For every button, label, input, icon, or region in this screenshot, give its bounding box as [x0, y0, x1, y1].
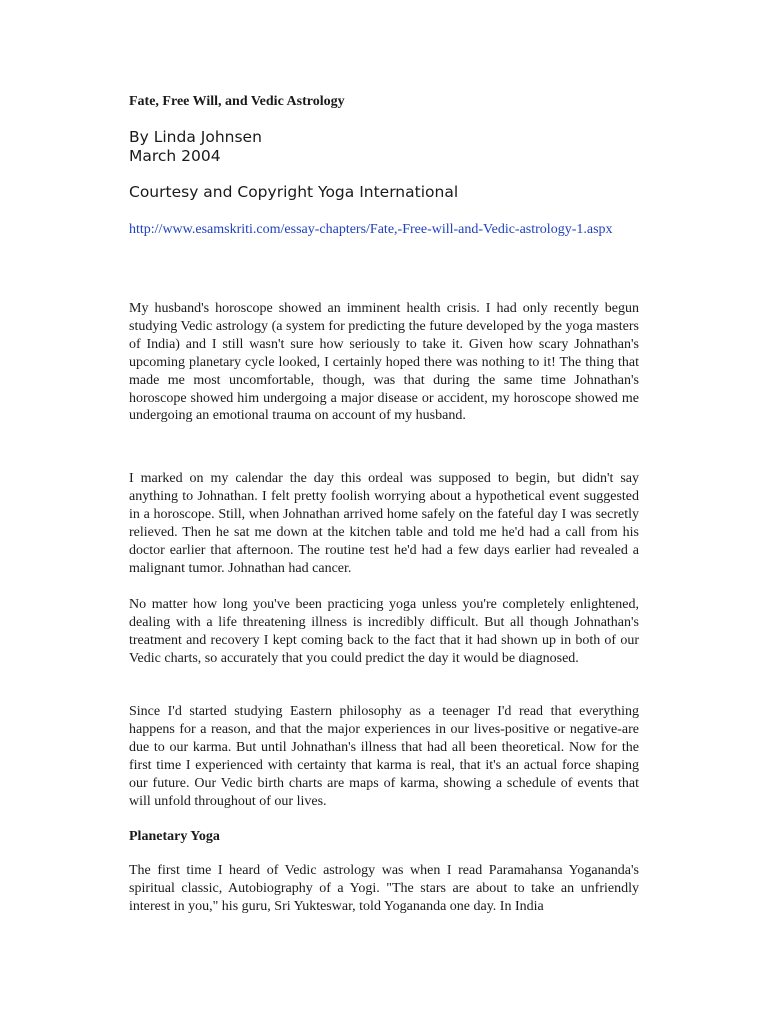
section-paragraph: The first time I heard of Vedic astrology was when I read Paramahansa Yogananda's spiritual classic, Autobiography of a Yogi. "The stars are about to take an unfriendly interest in you," his guru, Sri Yukteswar, told Yogananda one day. In India — [129, 863, 639, 914]
paragraph-1: My husband's horoscope showed an imminent health crisis. I had only recently begun studying Vedic astrology (a system for predicting the future developed by the yoga masters of India) and I still wasn't sure how seriously to take it. Given how scary Johnathan's upcoming planetary cycle looked, I certainly hoped there was nothing to it! The thing that made me most uncomfortable, though, was that during the same time Johnathan's horoscope showed him undergoing a major disease or accident, my horoscope showed me undergoing an emotional trauma on account of my husband. — [129, 301, 639, 424]
section-heading: Planetary Yoga — [129, 829, 220, 844]
paragraph-4: Since I'd started studying Eastern philosophy as a teenager I'd read that everything happens for a reason, and that the major experiences in our lives-positive or negative-are due to our karma. But until Johnathan's illness that had all been theoretical. Now for the first time I experienced with certainty that karma is real, that it's an actual force shaping our future. Our Vedic birth charts are maps of karma, showing a schedule of events that will unfold throughout of our lives. — [129, 704, 639, 809]
date-line: March 2004 — [129, 147, 221, 165]
document-title: Fate, Free Will, and Vedic Astrology — [129, 94, 345, 109]
paragraph-3: No matter how long you've been practicing yoga unless you're completely enlightened, dealing with a life threatening illness is incredibly difficult. But all though Johnathan's treatment and recovery I kept coming back to the fact that it had shown up in both of our Vedic charts, so accurately that you could predict the day it would be diagnosed. — [129, 597, 639, 666]
courtesy-line: Courtesy and Copyright Yoga International — [129, 183, 459, 201]
author-line: By Linda Johnsen — [129, 128, 262, 146]
paragraph-2: I marked on my calendar the day this ordeal was supposed to begin, but didn't say anything to Johnathan. I felt pretty foolish worrying about a hypothetical event suggested in a horoscope. Still, when Johnathan arrived home safely on the fateful day I was secretly relieved. Then he sat me down at the kitchen table and told me he'd had a call from his doctor earlier that afternoon. The routine test he'd had a few days earlier had revealed a malignant tumor. Johnathan had cancer. — [129, 471, 639, 576]
source-url-link[interactable]: http://www.esamskriti.com/essay-chapters/Fate,-Free-will-and-Vedic-astrology-1.aspx — [129, 222, 613, 237]
